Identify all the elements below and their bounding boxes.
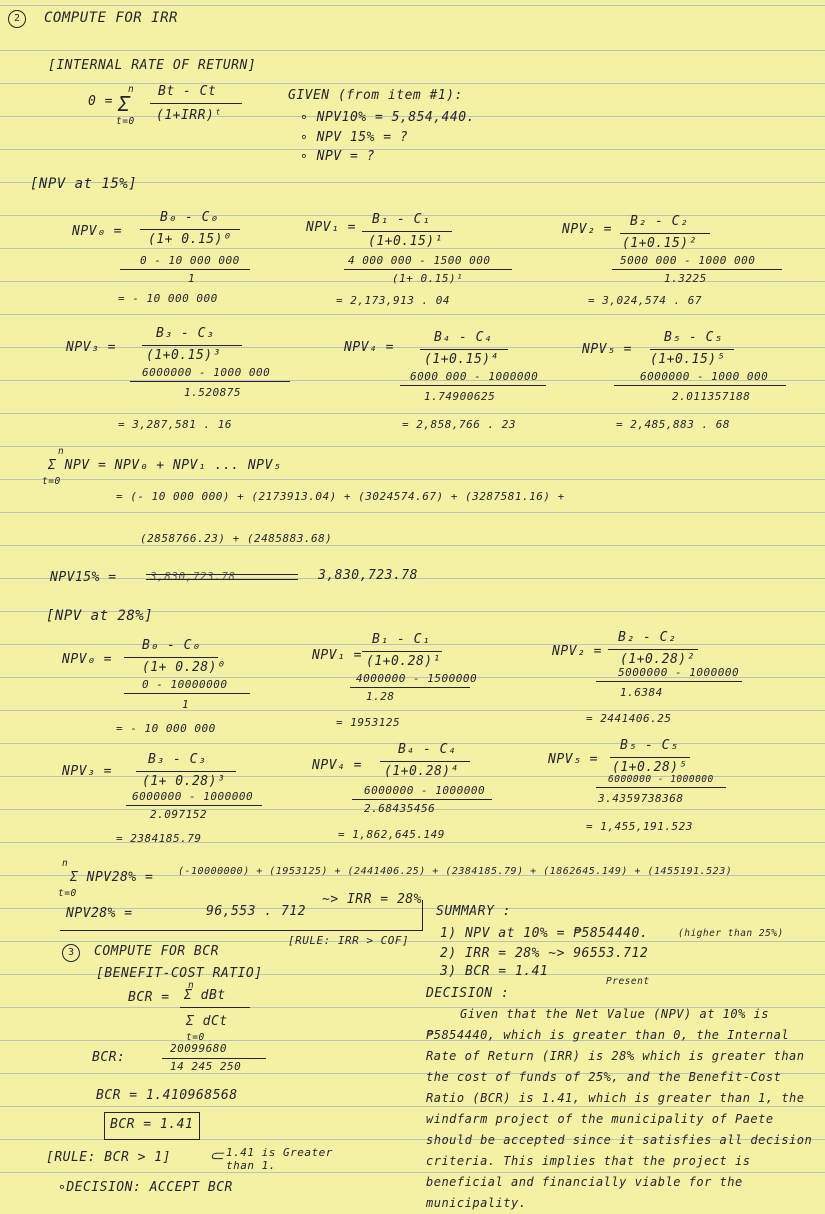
npv28-1-num2: 4000000 - 1500000 [356, 672, 478, 685]
npv28-3-den: (1+ 0.28)³ [142, 774, 226, 789]
npv15-0-den2: 1 [188, 272, 196, 285]
npv28-4-label: NPV₄ = [312, 758, 362, 773]
npv28-3-den2: 2.097152 [150, 808, 207, 821]
fraction-bar [614, 385, 786, 386]
npv28-1-label: NPV₁ = [312, 648, 362, 663]
npv28-3-result: = 2384185.79 [116, 832, 202, 845]
npv15-5-num2: 6000000 - 1000 000 [640, 370, 769, 383]
npv15-3-label: NPV₃ = [66, 340, 116, 355]
formula-sigma-upper: n [128, 84, 135, 95]
formula-denominator: (1+IRR)ᵗ [156, 108, 223, 123]
npv28-result-value: 96,553 . 712 [206, 904, 306, 919]
npv28-0-label: NPV₀ = [62, 652, 112, 667]
npv28-3-num2: 6000000 - 1000000 [132, 790, 254, 803]
fraction-bar [362, 231, 452, 232]
npv15-5-num: B₅ - C₅ [664, 330, 723, 345]
npv28-0-num: B₀ - C₀ [142, 638, 201, 653]
npv28-5-label: NPV₅ = [548, 752, 598, 767]
npv15-heading: [NPV at 15%] [30, 176, 138, 192]
fraction-bar [610, 757, 690, 758]
fraction-bar [420, 349, 508, 350]
fraction-bar [352, 799, 492, 800]
npv28-5-result: = 1,455,191.523 [586, 820, 693, 833]
bcr2-denominator: 14 245 250 [170, 1060, 242, 1073]
npv15-0-num: B₀ - C₀ [160, 210, 219, 225]
npv28-4-den2: 2.68435456 [364, 802, 436, 815]
npv15-1-num: B₁ - C₁ [372, 212, 431, 227]
npv15-1-result: = 2,173,913 . 04 [336, 294, 450, 307]
section-title-irr: COMPUTE FOR IRR [44, 10, 178, 26]
npv28-4-result: = 1,862,645.149 [338, 828, 445, 841]
npv15-5-result: = 2,485,883 . 68 [616, 418, 730, 431]
fraction-bar [608, 649, 698, 650]
fraction-bar [124, 657, 218, 658]
npv15-0-den: (1+ 0.15)⁰ [148, 232, 232, 247]
section-number-2: 2 [8, 10, 26, 28]
given-line-3: ∘ NPV = ? [300, 149, 375, 164]
npv28-1-den2: 1.28 [366, 690, 395, 703]
npv28-5-num2: 6000000 - 1000000 [608, 774, 714, 785]
npv15-1-den2: (1+ 0.15)¹ [392, 272, 464, 285]
npv28-2-num2: 5000000 - 1000000 [618, 666, 740, 679]
fraction-bar [180, 1007, 250, 1008]
irr-result: ~> IRR = 28% [322, 892, 422, 907]
fraction-bar [350, 687, 470, 688]
npv28-5-den2: 3.4359738368 [598, 792, 684, 805]
bcr-rule: [RULE: BCR > 1] [46, 1150, 171, 1165]
npv15-2-den2: 1.3225 [664, 272, 707, 285]
npv28-0-den: (1+ 0.28)⁰ [142, 660, 226, 675]
npv28-3-label: NPV₃ = [62, 764, 112, 779]
npv15-struck-value: 3,830,723.78 [150, 570, 236, 583]
fraction-bar [380, 761, 470, 762]
npv28-result-label: NPV28% = [66, 906, 133, 921]
sum28-lower: t=0 [58, 888, 77, 899]
npv28-0-num2: 0 - 10000000 [142, 678, 228, 691]
curly-arrow-icon: ⸦ [206, 1144, 227, 1168]
scribble-strike [146, 574, 298, 580]
npv15-1-den: (1+0.15)¹ [368, 234, 443, 249]
npv28-5-den: (1+0.28)⁵ [612, 760, 687, 775]
npv28-2-den: (1+0.28)² [620, 652, 695, 667]
summary-line-2: 2) IRR = 28% ~> 96553.712 [440, 946, 649, 961]
npv28-4-den: (1+0.28)⁴ [384, 764, 459, 779]
npv28-3-num: B₃ - C₃ [148, 752, 207, 767]
sum15-lhs: Σ NPV = NPV₀ + NPV₁ ... NPV₅ [48, 458, 282, 473]
npv15-3-den: (1+0.15)³ [146, 348, 221, 363]
fraction-bar [362, 651, 442, 652]
sum15-lower: t=0 [42, 476, 61, 487]
npv15-2-num2: 5000 000 - 1000 000 [620, 254, 756, 267]
fraction-bar [162, 1058, 266, 1059]
npv28-0-result: = - 10 000 000 [116, 722, 216, 735]
npv15-3-den2: 1.520875 [184, 386, 241, 399]
bcr2-label: BCR: [92, 1050, 126, 1065]
npv15-0-result: = - 10 000 000 [118, 292, 218, 305]
fraction-bar [126, 805, 262, 806]
section-number-3: 3 [62, 944, 80, 962]
sum28-upper: n [62, 858, 69, 869]
decision-heading: DECISION : [426, 986, 510, 1001]
npv15-4-num: B₄ - C₄ [434, 330, 493, 345]
npv15-4-result: = 2,858,766 . 23 [402, 418, 516, 431]
bcr-denominator: Σ dCt [186, 1014, 228, 1029]
npv15-3-num: B₃ - C₃ [156, 326, 215, 341]
npv15-total-value: 3,830,723.78 [318, 568, 418, 583]
fraction-bar [142, 345, 242, 346]
bcr-decision: ∘DECISION: ACCEPT BCR [58, 1180, 233, 1195]
given-line-2: ∘ NPV 15% = ? [300, 130, 409, 145]
npv28-2-result: = 2441406.25 [586, 712, 672, 725]
irr-rule: [RULE: IRR > COF] [288, 934, 410, 947]
formula-sigma-lower: t=0 [116, 116, 135, 127]
sum15-line-2: (2858766.23) + (2485883.68) [140, 532, 333, 545]
summary-line-2-note: (higher than 25%) [678, 928, 784, 939]
npv15-2-num: B₂ - C₂ [630, 214, 689, 229]
npv28-2-den2: 1.6384 [620, 686, 663, 699]
npv15-5-label: NPV₅ = [582, 342, 632, 357]
npv28-4-num: B₄ - C₄ [398, 742, 457, 757]
npv15-2-label: NPV₂ = [562, 222, 612, 237]
npv28-heading: [NPV at 28%] [46, 608, 154, 624]
npv15-4-label: NPV₄ = [344, 340, 394, 355]
npv15-4-den2: 1.74900625 [424, 390, 496, 403]
formula-fraction-bar [150, 103, 242, 104]
bcr-label: BCR = [128, 990, 170, 1005]
formula-lhs: 0 = [88, 94, 113, 109]
fraction-bar [140, 229, 240, 230]
fraction-bar [650, 349, 734, 350]
fraction-bar [124, 693, 250, 694]
npv28-1-result: = 1953125 [336, 716, 401, 729]
bcr-subtitle: [BENEFIT-COST RATIO] [96, 966, 263, 981]
sum15-line-1: = (- 10 000 000) + (2173913.04) + (3024574.67) + (3287581.16) + [116, 490, 565, 503]
bcr-result: BCR = 1.41 [110, 1117, 194, 1132]
npv28-1-den: (1+0.28)¹ [366, 654, 441, 669]
sum15-upper: n [58, 446, 65, 457]
fraction-bar [620, 233, 710, 234]
bcr-note: 1.41 is Greater than 1. [226, 1146, 333, 1172]
npv15-0-num2: 0 - 10 000 000 [140, 254, 240, 267]
sum28-lhs: Σ NPV28% = [70, 870, 154, 885]
npv15-2-den: (1+0.15)² [622, 236, 697, 251]
fraction-bar [612, 269, 782, 270]
npv15-0-label: NPV₀ = [72, 224, 122, 239]
summary-heading: SUMMARY : [436, 904, 511, 919]
fraction-bar [596, 787, 726, 788]
bcr3: BCR = 1.410968568 [96, 1088, 238, 1103]
fraction-bar [344, 269, 512, 270]
bcr2-numerator: 20099680 [170, 1042, 227, 1055]
formula-sigma: Σ [118, 92, 131, 116]
bcr-sigma-upper: n [188, 980, 195, 991]
formula-numerator: Bt - Ct [158, 84, 217, 99]
sum28-expression: (-10000000) + (1953125) + (2441406.25) + (2384185.79) + (1862645.149) + (1455191.523) [178, 866, 733, 877]
section-title-bcr: COMPUTE FOR BCR [94, 944, 219, 959]
npv15-5-den: (1+0.15)⁵ [650, 352, 725, 367]
npv15-3-result: = 3,287,581 . 16 [118, 418, 232, 431]
npv28-0-den2: 1 [182, 698, 190, 711]
npv15-4-den: (1+0.15)⁴ [424, 352, 499, 367]
bcr-numerator: Σ dBt [184, 988, 226, 1003]
npv15-3-num2: 6000000 - 1000 000 [142, 366, 271, 379]
fraction-bar [136, 771, 236, 772]
npv28-5-num: B₅ - C₅ [620, 738, 679, 753]
npv28-2-num: B₂ - C₂ [618, 630, 677, 645]
summary-line-1: 1) NPV at 10% = ₱5854440. [440, 926, 649, 941]
summary-line-3: 3) BCR = 1.41 [440, 964, 549, 979]
fraction-bar [120, 269, 250, 270]
irr-subtitle: [INTERNAL RATE OF RETURN] [48, 58, 257, 73]
npv15-1-label: NPV₁ = [306, 220, 356, 235]
npv15-total-label: NPV15% = [50, 570, 117, 585]
bcr-sigma-lower: t=0 [186, 1032, 205, 1043]
fraction-bar [130, 381, 290, 382]
given-line-1: ∘ NPV10% = 5,854,440. [300, 110, 475, 125]
npv28-2-label: NPV₂ = [552, 644, 602, 659]
npv28-4-num2: 6000000 - 1000000 [364, 784, 486, 797]
decision-paragraph: Given that the Net Value (NPV) at 10% is ₱5854440, which is greater than 0, the Internal Rate of Return (IRR) is 28% which is greater than the cost of funds of 25%, and the Benefit-Cost Ratio (BCR) is 1.41, which is greater than 1, the windfarm project of the municipality of Paete should be accepted since it satisfies all decision criteria. This implies that the project is beneficial and financially viable for the municipality. [426, 1007, 813, 1210]
npv15-4-num2: 6000 000 - 1000000 [410, 370, 539, 383]
npv15-2-result: = 3,024,574 . 67 [588, 294, 702, 307]
fraction-bar [400, 385, 546, 386]
present-annotation: Present [606, 976, 650, 987]
given-heading: GIVEN (from item #1): [288, 88, 463, 103]
fraction-bar [596, 681, 742, 682]
npv28-1-num: B₁ - C₁ [372, 632, 431, 647]
npv15-5-den2: 2.011357188 [672, 390, 751, 403]
npv15-1-num2: 4 000 000 - 1500 000 [348, 254, 491, 267]
